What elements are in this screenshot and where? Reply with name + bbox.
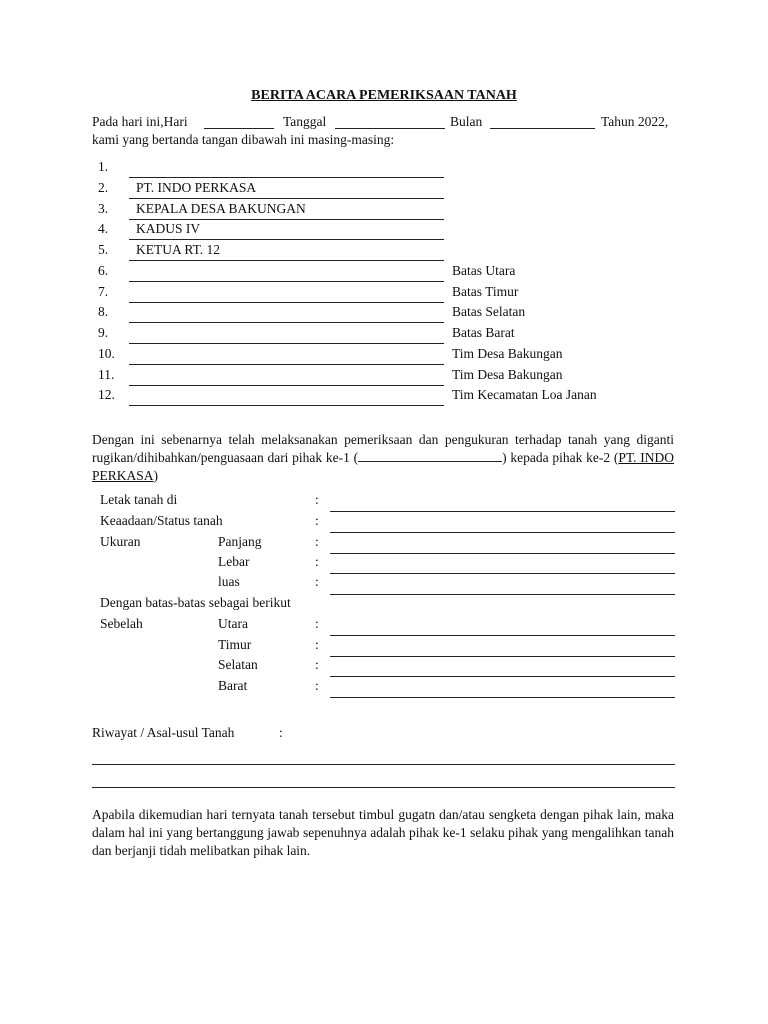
party-number: 3. — [98, 201, 109, 216]
party-name: KADUS IV — [136, 221, 201, 236]
panjang-colon: : — [315, 534, 319, 549]
party-number: 11. — [98, 367, 115, 382]
utara-input-line[interactable] — [330, 635, 675, 636]
closing-paragraph: Apabila dikemudian hari ternyata tanah tersebut timbul gugatn dan/atau sengketa dengan pihak lain, maka dalam hal ini yang bertanggung jawab sepenuhnya adalah pihak ke-1 selaku pihak yang mengalihkan tanah dan berjanji tidah melibatkan pihak lain. — [92, 807, 674, 858]
intro-pada-hari: Pada hari ini,Hari — [92, 114, 188, 129]
statement-part2: ) kepada pihak ke-2 ( — [502, 450, 619, 465]
riwayat-colon: : — [279, 725, 283, 740]
keadaan-label: Keaadaan/Status tanah — [100, 513, 223, 528]
party-number: 1. — [98, 159, 109, 174]
hari-blank[interactable] — [204, 128, 274, 129]
intro-bulan: Bulan — [450, 114, 483, 129]
party-name-line[interactable] — [129, 260, 444, 261]
keadaan-input-line[interactable] — [330, 532, 675, 533]
lebar-label: Lebar — [218, 554, 250, 569]
pihak-1-blank[interactable] — [358, 450, 502, 462]
sebelah-label: Sebelah — [100, 616, 143, 631]
party-role: Batas Barat — [452, 325, 515, 340]
panjang-label: Panjang — [218, 534, 262, 549]
barat-input-line[interactable] — [330, 697, 675, 698]
barat-colon: : — [315, 678, 319, 693]
utara-colon: : — [315, 616, 319, 631]
party-number: 9. — [98, 325, 109, 340]
party-number: 6. — [98, 263, 109, 278]
intro-line-2: kami yang bertanda tangan dibawah ini masing-masing: — [92, 132, 395, 147]
selatan-input-line[interactable] — [330, 676, 675, 677]
party-number: 8. — [98, 304, 109, 319]
party-role: Batas Timur — [452, 284, 519, 299]
batas-intro-label: Dengan batas-batas sebagai berikut — [100, 595, 291, 610]
party-name: KEPALA DESA BAKUNGAN — [136, 201, 306, 216]
statement-company: PT. INDO PERKASA — [92, 450, 674, 483]
party-name-line[interactable] — [129, 198, 444, 199]
letak-input-line[interactable] — [330, 511, 675, 512]
party-role: Batas Utara — [452, 263, 516, 278]
barat-label: Barat — [218, 678, 248, 693]
party-number: 12. — [98, 387, 115, 402]
document-title: BERITA ACARA PEMERIKSAAN TANAH — [251, 88, 517, 103]
intro-tahun: Tahun 2022, — [601, 114, 669, 129]
party-role: Tim Kecamatan Loa Janan — [452, 387, 597, 402]
selatan-label: Selatan — [218, 657, 258, 672]
party-name-line[interactable] — [129, 364, 444, 365]
tanggal-blank[interactable] — [335, 128, 445, 129]
lebar-colon: : — [315, 554, 319, 569]
party-name-line[interactable] — [129, 385, 444, 386]
party-role: Batas Selatan — [452, 304, 526, 319]
luas-label: luas — [218, 574, 240, 589]
letak-label: Letak tanah di — [100, 492, 178, 507]
party-number: 10. — [98, 346, 115, 361]
panjang-input-line[interactable] — [330, 553, 675, 554]
selatan-colon: : — [315, 657, 319, 672]
party-name-line[interactable] — [129, 322, 444, 323]
party-name-line[interactable] — [129, 177, 444, 178]
timur-input-line[interactable] — [330, 656, 675, 657]
riwayat-label: Riwayat / Asal-usul Tanah — [92, 725, 235, 740]
party-role: Tim Desa Bakungan — [452, 346, 563, 361]
party-name: KETUA RT. 12 — [136, 242, 221, 257]
party-name: PT. INDO PERKASA — [136, 180, 257, 195]
statement-part1: Dengan ini sebenarnya telah melaksanakan pemeriksaan dan pengukuran terhadap tanah yang diganti rugikan/dihibahkan/penguasaan dari pihak ke-1 ( — [92, 432, 674, 465]
party-number: 5. — [98, 242, 109, 257]
timur-label: Timur — [218, 637, 252, 652]
intro-tanggal: Tanggal — [283, 114, 327, 129]
statement-paragraph — [92, 431, 674, 485]
letak-colon: : — [315, 492, 319, 507]
riwayat-line-1[interactable] — [92, 764, 675, 765]
party-name-line[interactable] — [129, 219, 444, 220]
utara-label: Utara — [218, 616, 248, 631]
ukuran-label: Ukuran — [100, 534, 141, 549]
party-name-line[interactable] — [129, 302, 444, 303]
party-name-line[interactable] — [129, 239, 444, 240]
party-name-line[interactable] — [129, 281, 444, 282]
statement-part3: ) — [153, 468, 159, 483]
keadaan-colon: : — [315, 513, 319, 528]
timur-colon: : — [315, 637, 319, 652]
party-number: 7. — [98, 284, 109, 299]
lebar-input-line[interactable] — [330, 573, 675, 574]
luas-colon: : — [315, 574, 319, 589]
luas-input-line[interactable] — [330, 594, 675, 595]
party-role: Tim Desa Bakungan — [452, 367, 563, 382]
party-name-line[interactable] — [129, 343, 444, 344]
party-number: 4. — [98, 221, 109, 236]
party-number: 2. — [98, 180, 109, 195]
party-name-line[interactable] — [129, 405, 444, 406]
bulan-blank[interactable] — [490, 128, 595, 129]
riwayat-line-2[interactable] — [92, 787, 675, 788]
